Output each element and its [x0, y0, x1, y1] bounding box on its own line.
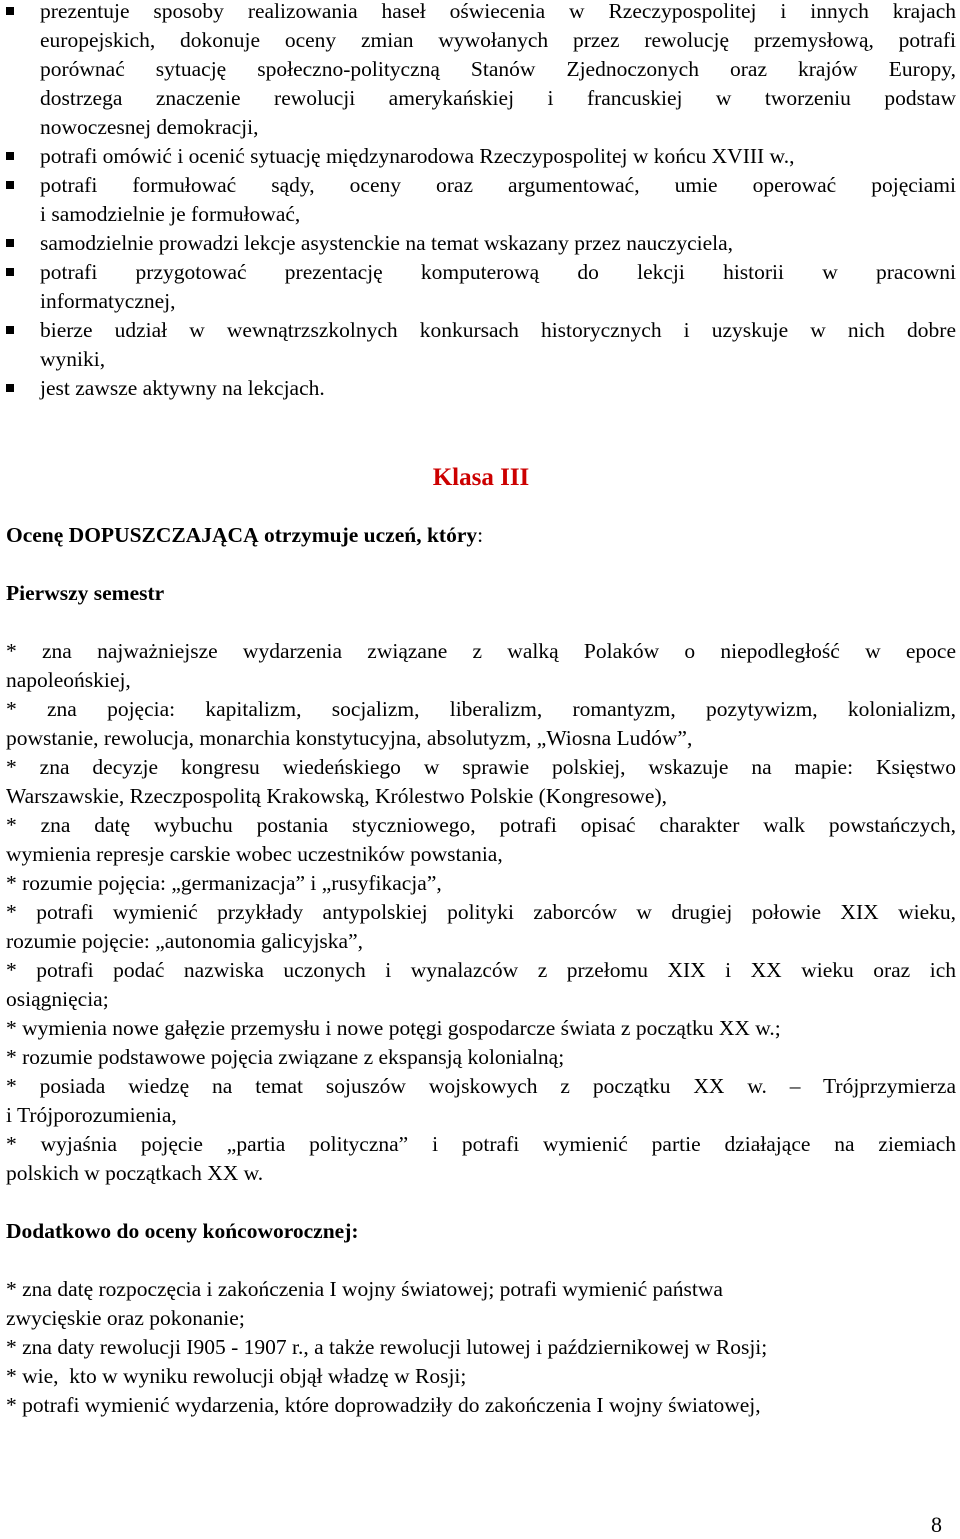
text-line: * wie, kto w wyniku rewolucji objął władzę w Rosji;: [6, 1364, 467, 1388]
text-line: europejskich, dokonuje oceny zmian wywołanych przez rewolucję przemysłową, potrafi: [40, 28, 956, 52]
spacer: [6, 1188, 956, 1217]
list-item: [6, 142, 956, 171]
list-item: [6, 1391, 956, 1420]
text-line: * zna daty rewolucji I905 - 1907 r., a także rewolucji lutowej i październikowej w Rosji;: [6, 1335, 768, 1359]
list-item: [6, 1333, 956, 1362]
grade-heading-colon: :: [477, 523, 484, 547]
bullet-square-icon: [6, 152, 14, 160]
list-item: [6, 316, 956, 374]
text-line: i Trójporozumienia,: [6, 1103, 177, 1127]
text-line: zwycięskie oraz pokonanie;: [6, 1306, 245, 1330]
text-line: Warszawskie, Rzeczpospolitą Krakowską, Królestwo Polskie (Kongresowe),: [6, 784, 668, 808]
list-item: [6, 374, 956, 403]
list-item: [6, 956, 956, 1014]
list-item: [6, 811, 956, 869]
list-item: [6, 1130, 956, 1188]
top-bullet-list: [6, 0, 956, 403]
list-item: [6, 1275, 956, 1333]
list-item: [6, 637, 956, 695]
list-item: [6, 869, 956, 898]
semester-list: [6, 637, 956, 1188]
document-page: [6, 0, 956, 1420]
class-title: Klasa III: [432, 464, 530, 491]
list-item: [6, 1014, 956, 1043]
text-line: wyniki,: [40, 347, 106, 371]
text-line: i samodzielnie je formułować,: [40, 202, 301, 226]
text-line: potrafi przygotować prezentację komputerową do lekcji historii w pracowni: [40, 260, 956, 284]
final-list: [6, 1275, 956, 1420]
text-line: * posiada wiedzę na temat sojuszów wojskowych z początku XX w. – Trójprzymierza: [6, 1074, 956, 1098]
text-line: jest zawsze aktywny na lekcjach.: [40, 376, 325, 400]
list-item: [6, 258, 956, 316]
text-line: * rozumie podstawowe pojęcia związane z ekspansją kolonialną;: [6, 1045, 565, 1069]
text-line: bierze udział w wewnątrzszkolnych konkursach historycznych i uzyskuje w nich dobre: [40, 318, 956, 342]
text-line: prezentuje sposoby realizowania haseł oświecenia w Rzeczypospolitej i innych krajach: [40, 0, 956, 23]
text-line: * zna decyzje kongresu wiedeńskiego w sprawie polskiej, wskazuje na mapie: Księstwo: [6, 755, 956, 779]
list-item: [6, 1362, 956, 1391]
text-line: dostrzega znaczenie rewolucji amerykańskiej i francuskiej w tworzeniu podstaw: [40, 86, 956, 110]
list-item: [6, 229, 956, 258]
text-line: * zna datę rozpoczęcia i zakończenia I wojny światowej; potrafi wymienić państwa: [6, 1277, 723, 1301]
spacer: [6, 1246, 956, 1275]
text-line: nowoczesnej demokracji,: [40, 115, 259, 139]
final-heading: Dodatkowo do oceny końcoworocznej:: [6, 1219, 359, 1243]
grade-heading: [6, 521, 956, 550]
text-line: * rozumie pojęcia: „germanizacja” i „rusyfikacja”,: [6, 871, 442, 895]
text-line: porównać sytuację społeczno-polityczną Stanów Zjednoczonych oraz krajów Europy,: [40, 57, 956, 81]
text-line: potrafi formułować sądy, oceny oraz argumentować, umie operować pojęciami: [40, 173, 956, 197]
list-item: [6, 898, 956, 956]
text-line: informatycznej,: [40, 289, 176, 313]
list-item: [6, 171, 956, 229]
text-line: osiągnięcia;: [6, 987, 109, 1011]
text-line: polskich w początkach XX w.: [6, 1161, 264, 1185]
list-item: [6, 1043, 956, 1072]
text-line: * wymienia nowe gałęzie przemysłu i nowe potęgi gospodarcze świata z początku XX w.;: [6, 1016, 781, 1040]
text-line: potrafi omówić i ocenić sytuację międzynarodowa Rzeczypospolitej w końcu XVIII w.,: [40, 144, 795, 168]
spacer: [6, 608, 956, 637]
text-line: * zna datę wybuchu postania styczniowego, potrafi opisać charakter walk powstańczych,: [6, 813, 956, 837]
semester-heading: Pierwszy semestr: [6, 581, 165, 605]
text-line: * zna najważniejsze wydarzenia związane z walką Polaków o niepodległość w epoce: [6, 639, 956, 663]
list-item: [6, 1072, 956, 1130]
text-line: powstanie, rewolucja, monarchia konstytucyjna, absolutyzm, „Wiosna Ludów”,: [6, 726, 693, 750]
bullet-square-icon: [6, 7, 14, 15]
text-line: * zna pojęcia: kapitalizm, socjalizm, liberalizm, romantyzm, pozytywizm, kolonializm,: [6, 697, 956, 721]
page-number: 8: [931, 1512, 942, 1537]
text-line: * potrafi wymienić przykłady antypolskiej polityki zaborców w drugiej połowie XIX wieku,: [6, 900, 956, 924]
bullet-square-icon: [6, 239, 14, 247]
grade-heading-text: Ocenę DOPUSZCZAJĄCĄ otrzymuje uczeń, który: [6, 523, 478, 547]
spacer: [6, 492, 956, 521]
bullet-square-icon: [6, 181, 14, 189]
text-line: * wyjaśnia pojęcie „partia polityczna” i potrafi wymienić partie działające na ziemiach: [6, 1132, 956, 1156]
list-item: [6, 0, 956, 142]
text-line: napoleońskiej,: [6, 668, 131, 692]
text-line: * potrafi podać nazwiska uczonych i wynalazców z przełomu XIX i XX wieku oraz ich: [6, 958, 956, 982]
bullet-square-icon: [6, 268, 14, 276]
bullet-square-icon: [6, 384, 14, 392]
text-line: rozumie pojęcie: „autonomia galicyjska”,: [6, 929, 363, 953]
spacer: [6, 550, 956, 579]
bullet-square-icon: [6, 326, 14, 334]
list-item: [6, 753, 956, 811]
text-line: wymienia represje carskie wobec uczestników powstania,: [6, 842, 503, 866]
text-line: * potrafi wymienić wydarzenia, które doprowadziły do zakończenia I wojny światowej,: [6, 1393, 761, 1417]
text-line: samodzielnie prowadzi lekcje asystenckie na temat wskazany przez nauczyciela,: [40, 231, 734, 255]
list-item: [6, 695, 956, 753]
